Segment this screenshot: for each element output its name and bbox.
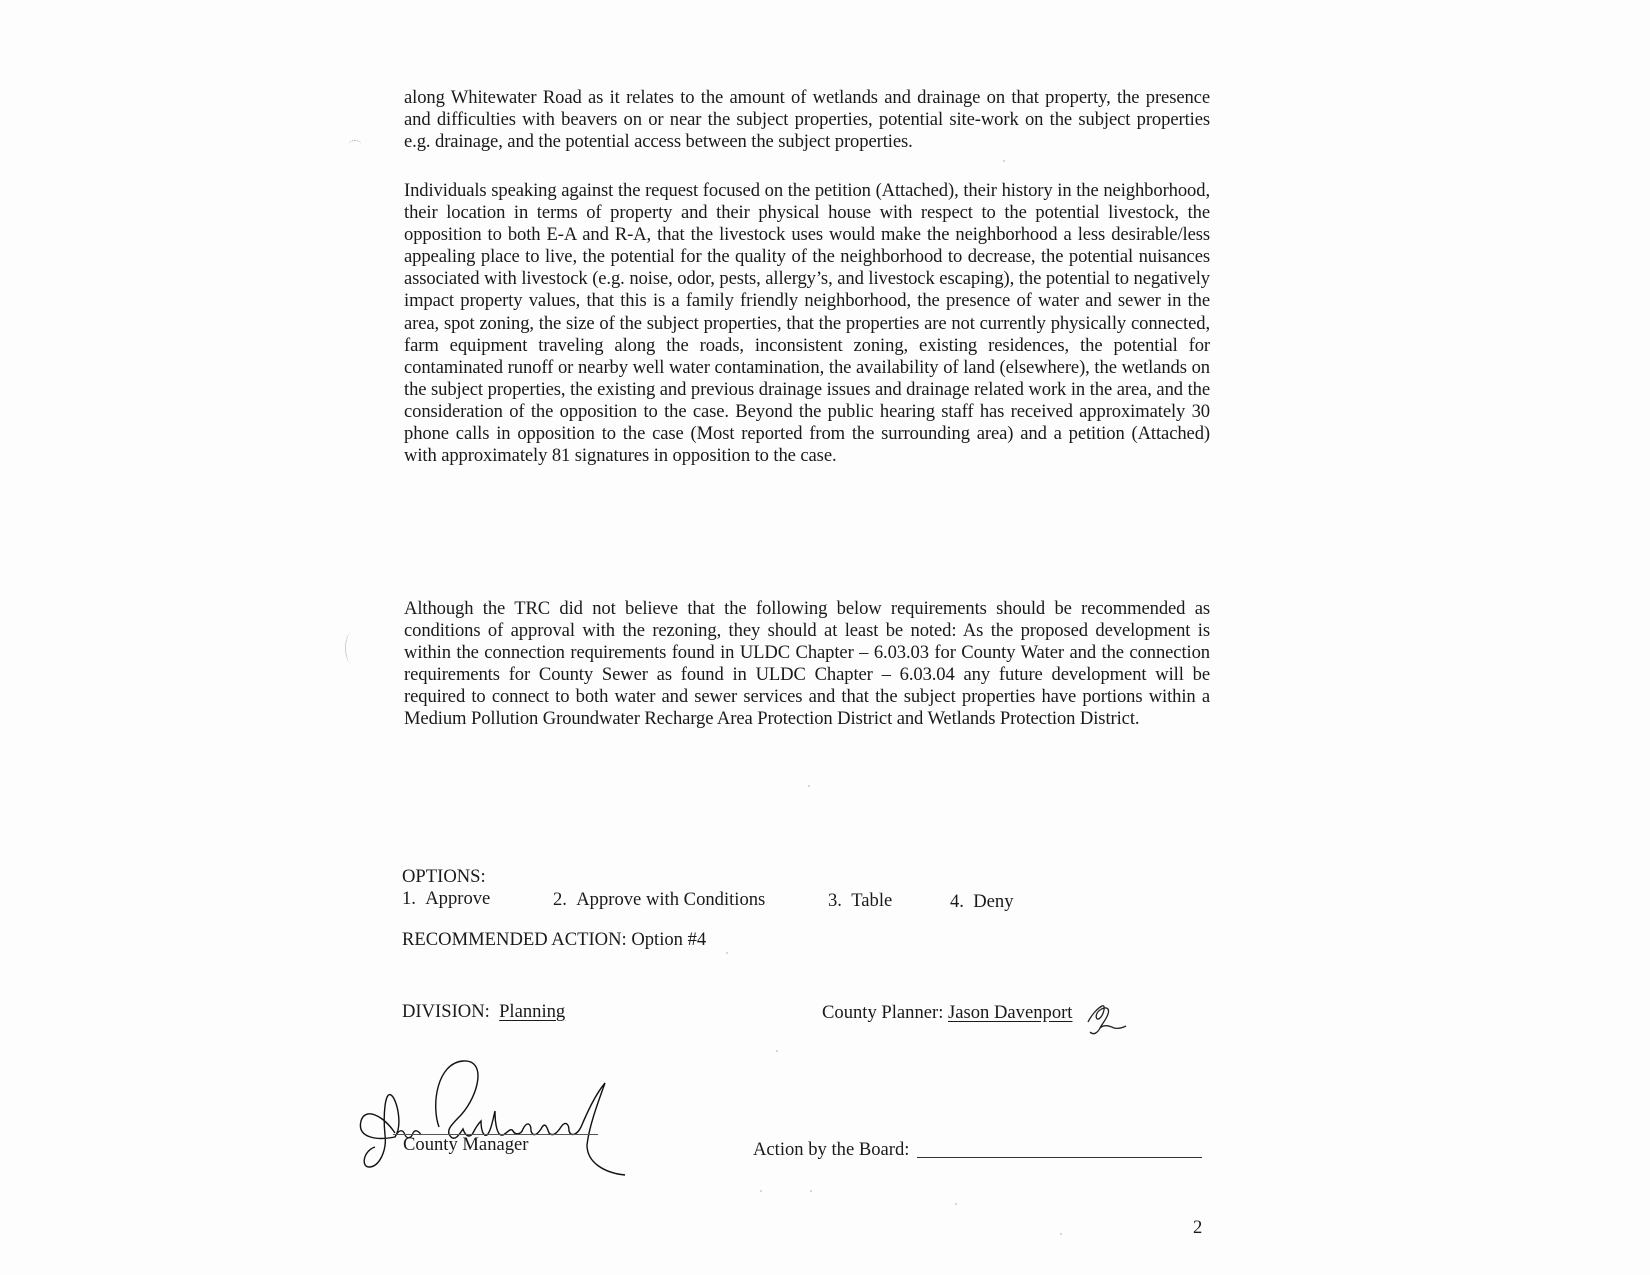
board-action-label: Action by the Board: [753,1139,910,1160]
paragraph-trc-notes: Although the TRC did not believe that the following below requirements should be recommended as conditions of approval with the rezoning, they should at least be noted: As the proposed development is within the connection requirements found in ULDC Chapter – 6.03.03 for County Water and the connection requirements for County Sewer as found in ULDC Chapter – 6.03.04 any future development will be required to connect to both water and sewer services and that the subject properties have portions within a Medium Pollution Groundwater Recharge Area Protection District and Wetlands Protection District. [404,598,1210,730]
scan-artifact [726,952,728,954]
scan-artifact [1060,1233,1062,1235]
division-label: DIVISION: [402,1001,490,1022]
county-planner-value: Jason Davenport [948,1002,1073,1023]
option-approve [402,888,490,910]
options-heading: OPTIONS: [402,866,486,887]
paragraph-opposition: Individuals speaking against the request focused on the petition (Attached), their history in the neighborhood, their location in terms of property and their physical house with respect to the potential livestock, the opposition to both E-A and R-A, that the livestock uses would make the neighborhood a less desirable/less appealing place to live, the potential for the quality of the neighborhood to decrease, the potential nuisances associated with livestock (e.g. noise, odor, pests, allergy’s, and livestock escaping), the potential to negatively impact property values, that this is a family friendly neighborhood, the presence of water and sewer in the area, spot zoning, the size of the subject properties, that the properties are not currently physically connected, farm equipment traveling along the roads, inconsistent zoning, existing residences, the potential for contaminated runoff or nearby well water contamination, the availability of land (elsewhere), the wetlands on the subject properties, the existing and previous drainage issues and drainage related work in the area, and the consideration of the opposition to the case. Beyond the public hearing staff has received approximately 30 phone calls in opposition to the case (Most reported from the surrounding area) and a petition (Attached) with approximately 81 signatures in opposition to the case. [404,180,1210,467]
scan-artifact [345,633,358,663]
option-deny [950,891,1014,913]
option-approve-with-conditions [553,889,765,911]
scan-artifact [810,1190,812,1192]
scan-artifact [955,1203,957,1205]
page-number: 2 [1193,1217,1203,1238]
scan-artifact [348,140,362,151]
division-value: Planning [499,1001,566,1022]
county-planner-field [822,1002,1072,1024]
option-number: 4. [950,891,964,912]
planner-initials-signature [1080,1000,1130,1040]
scan-artifact [808,785,810,787]
board-action-blank-line[interactable] [917,1157,1202,1158]
option-label: Table [851,890,893,911]
county-planner-label: County Planner: [822,1002,944,1023]
option-number: 2. [553,889,567,910]
scan-artifact [776,1050,778,1052]
option-label: Deny [973,891,1014,912]
scan-artifact [760,1190,762,1192]
option-label: Approve [425,888,491,909]
division-field [402,1001,565,1023]
option-number: 3. [828,890,842,911]
option-table [828,890,892,912]
paragraph-site-concerns: along Whitewater Road as it relates to the amount of wetlands and drainage on that property, the presence and difficulties with beavers on or near the subject properties, potential site-work on the subject properties e.g. drainage, and the potential access between the subject properties. [404,87,1210,153]
county-manager-label: County Manager [403,1134,529,1155]
recommended-action: RECOMMENDED ACTION: Option #4 [402,929,707,950]
county-manager-signature [355,1055,655,1175]
option-number: 1. [402,888,416,909]
option-label: Approve with Conditions [576,889,766,910]
scan-artifact [1003,160,1005,162]
